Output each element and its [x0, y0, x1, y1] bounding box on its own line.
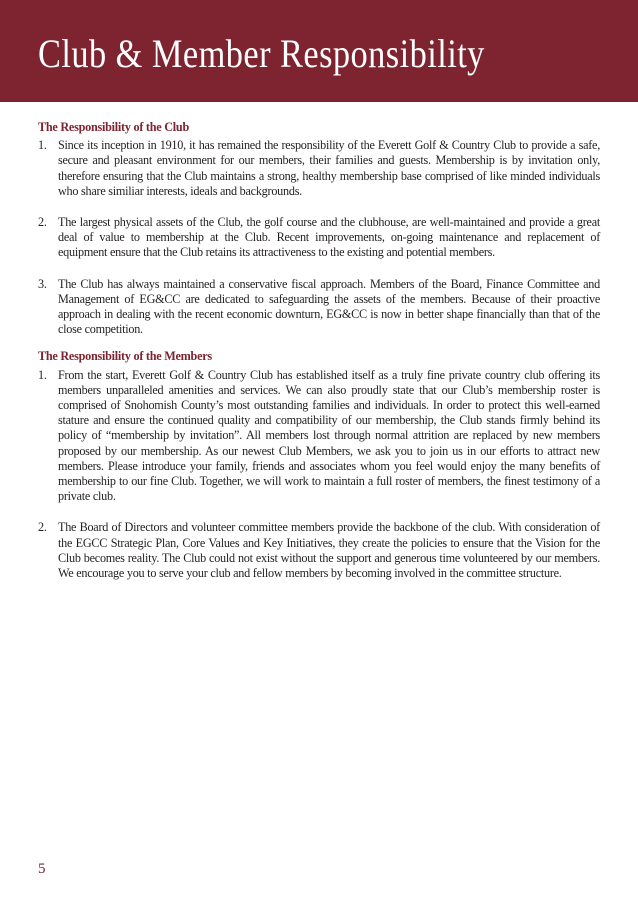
list-item-number: 1. — [38, 367, 47, 382]
list-item — [38, 138, 600, 199]
page-number: 5 — [38, 861, 46, 877]
list-item-number: 2. — [38, 215, 47, 230]
list-item — [38, 215, 600, 261]
list-item-text: The largest physical assets of the Club, the golf course and the clubhouse, are well-maintained and provide a great deal of value to membership at the Club. Recent improvements, on-going maintenance and replacement of equipment ensure that the Club retains its attractiveness to the existing and potential members. — [58, 215, 600, 260]
document-body — [38, 120, 600, 597]
list-item-number: 2. — [38, 520, 47, 535]
list-item-text: Since its inception in 1910, it has remained the responsibility of the Everett Golf & Country Club to provide a safe, secure and pleasant environment for our members, their families and guests. Membership is by invitation only, therefore ensuring that the Club maintains a strong, healthy membership base comprised of like minded individuals who share similiar interests, ideals and backgrounds. — [58, 138, 600, 198]
members-section-heading: The Responsibility of the Members — [38, 349, 212, 364]
list-item-text: The Club has always maintained a conservative fiscal approach. Members of the Board, Finance Committee and Management of EG&CC are dedicated to safeguarding the assets of the members. Because of their proactive approach in dealing with the recent economic downturn, EG&CC is now in better shape financially than that of the close competition. — [58, 276, 600, 337]
list-item — [38, 277, 600, 338]
list-item-text: From the start, Everett Golf & Country Club has established itself as a truly fine private country club offering its members unparalleled amenities and services. We can also proudly state that our Club’s membership roster is comprised of Snohomish County’s most outstanding families and individuals. In order to protect this well-earned stature and ensure the continued quality and compatibility of our membership, the Club stands firmly behind its policy of “membership by invitation”. All members lost through normal attrition are replaced by new members proposed by our membership. As our newest Club Members, we ask you to join us in our efforts to attract new members. Please introduce your family, friends and associates whom you feel would enjoy the many benefits of membership to our fine Club. Together, we will work to maintain a full roster of members, the finest testimony of a private club. — [58, 367, 600, 504]
list-item-number: 1. — [38, 138, 47, 153]
page-title: Club & Member Responsibility — [38, 31, 485, 76]
club-section-heading: The Responsibility of the Club — [38, 120, 189, 134]
club-responsibility-list — [38, 138, 600, 337]
list-item — [38, 368, 600, 505]
list-item — [38, 520, 600, 581]
members-responsibility-list — [38, 368, 600, 582]
list-item-number: 3. — [38, 276, 47, 291]
title-banner — [0, 0, 638, 102]
list-item-text: The Board of Directors and volunteer committee members provide the backbone of the club. With consideration of the EGCC Strategic Plan, Core Values and Key Initiatives, they create the policies to ensure that the Vision for the Club becomes reality. The Club could not exist without the support and generous time volunteered by our members. We encourage you to serve your club and fellow members by becoming involved in the committee structure. — [58, 520, 600, 581]
